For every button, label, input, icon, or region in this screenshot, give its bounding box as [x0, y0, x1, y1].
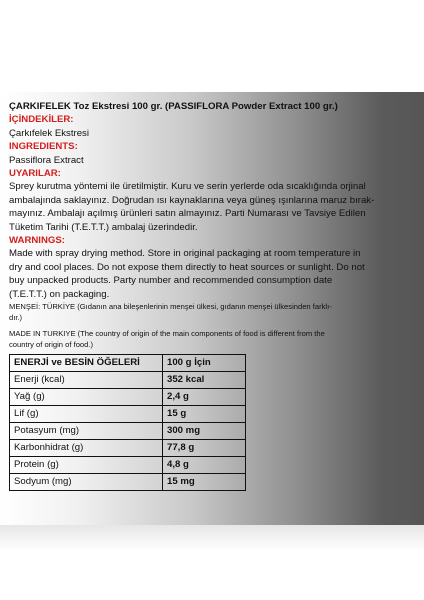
warnings-header: WARNINGS:	[9, 235, 65, 247]
origin-tr: MENŞEİ: TÜRKİYE (Gıdanın ana bileşenlerinin menşei ülkesi, gıdanın menşei ülkesinden farklı-	[9, 302, 332, 312]
nutrient-name: Enerji (kcal)	[10, 372, 163, 389]
nutrient-name: Potasyum (mg)	[10, 423, 163, 440]
product-title: ÇARKIFELEK Toz Ekstresi 100 gr. (PASSIFLORA Powder Extract 100 gr.)	[9, 101, 338, 112]
warnings-line: Made with spray drying method. Store in original packaging at room temperature in	[9, 248, 361, 260]
nutrition-row	[10, 423, 246, 440]
warnings-line: buy unpacked products. Party number and recommended consumption date	[9, 275, 333, 287]
nutrient-value: 77,8 g	[163, 440, 246, 457]
label-text-block	[9, 100, 417, 491]
nutrition-row	[10, 372, 246, 389]
nutrition-row	[10, 440, 246, 457]
nutrition-row	[10, 474, 246, 491]
nutrient-value: 2,4 g	[163, 389, 246, 406]
nutrition-table	[9, 354, 246, 491]
nutrient-value: 15 mg	[163, 474, 246, 491]
origin-en-continued: country of origin of food.)	[9, 340, 93, 350]
nutrient-name: Karbonhidrat (g)	[10, 440, 163, 457]
origin-en: MADE IN TURKIYE (The country of origin of the main components of food is different from the	[9, 329, 325, 339]
icerikler-header: İÇİNDEKİLER:	[9, 114, 74, 126]
warnings-line: dry and cool places. Do not expose them directly to heat sources or sunlight. Do not	[9, 261, 365, 273]
nutrient-name: Sodyum (mg)	[10, 474, 163, 491]
uyarilar-header: UYARILAR:	[9, 168, 61, 180]
nutrient-name: Protein (g)	[10, 457, 163, 474]
bottom-white-area	[0, 525, 424, 600]
nutrition-row	[10, 457, 246, 474]
uyarilar-line: Sprey kurutma yöntemi ile üretilmiştir. Kuru ve serin yerlerde oda sıcaklığında orjinal	[9, 181, 366, 193]
nutrient-value: 15 g	[163, 406, 246, 423]
nutrition-header-name: ENERJİ ve BESİN ÖĞELERİ	[10, 355, 163, 372]
uyarilar-line: mayınız. Ambalajı açılmış ürünleri satın almayınız. Parti Numarası ve Tavsiye Edilen	[9, 208, 366, 220]
nutrition-header-row	[10, 355, 246, 372]
ingredients-text: Passiflora Extract	[9, 154, 84, 166]
icerikler-text: Çarkıfelek Ekstresi	[9, 127, 89, 139]
uyarilar-line: Tüketim Tarihi (T.E.T.T.) ambalaj üzerindedir.	[9, 221, 198, 233]
nutrition-header-value: 100 g İçin	[163, 355, 246, 372]
nutrient-name: Yağ (g)	[10, 389, 163, 406]
warnings-line: (T.E.T.T.) on packaging.	[9, 288, 110, 300]
nutrition-row	[10, 389, 246, 406]
origin-tr-continued: dır.)	[9, 313, 23, 323]
nutrition-row	[10, 406, 246, 423]
nutrient-name: Lif (g)	[10, 406, 163, 423]
nutrient-value: 300 mg	[163, 423, 246, 440]
ingredients-header: INGREDIENTS:	[9, 141, 78, 153]
nutrient-value: 4,8 g	[163, 457, 246, 474]
nutrient-value: 352 kcal	[163, 372, 246, 389]
top-white-area	[0, 0, 424, 92]
uyarilar-line: ambalajında saklayınız. Doğrudan ısı kaynaklarına veya güneş ışınlarına maruz bırak-	[9, 194, 375, 206]
